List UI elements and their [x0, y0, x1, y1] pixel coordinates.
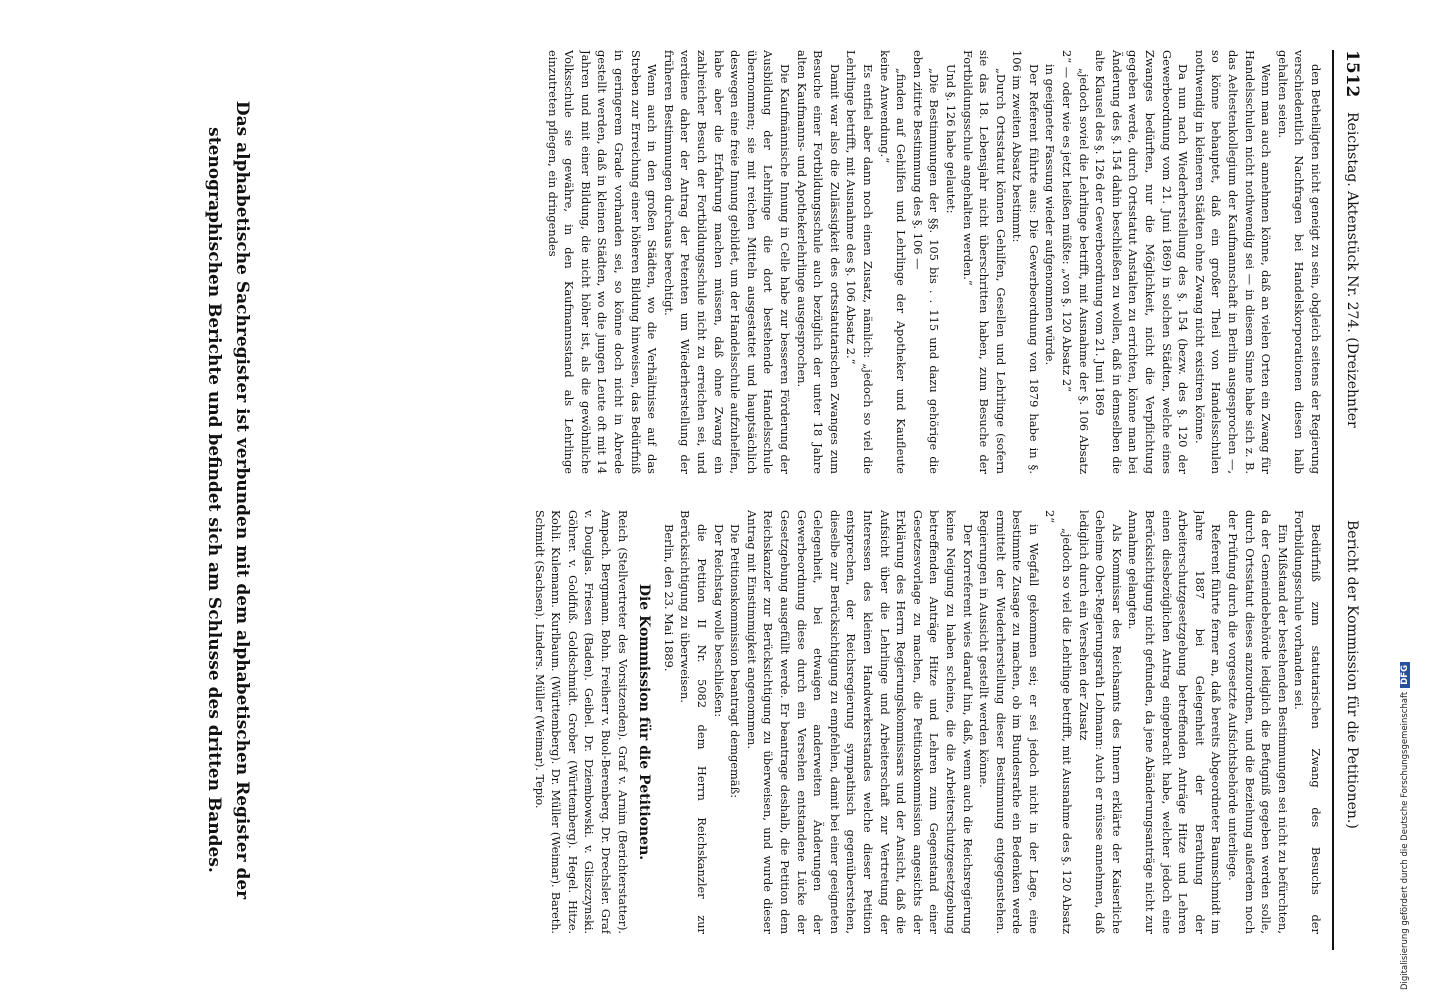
- commission-members: Reich (Stellvertreter des Vorsitzenden). Graf v. Arnim (Berichterstatter). Ampach. Bergmann. Bohn. Freiherr v. Buol-Berenberg. Dr. Drechsler. Graf v. Douglas. Friesen (Baden). Geibel. Dr. Dziembowski. v. Gliszczynski. Göhrer. v. Goldfuß. Goldschmidt. Grober (Württemberg). Hegel. Hitze. Kohli. Kulemann. Kurlbaum. (Württemberg). Dr. Müller (Weimar). Bareth. Schmidt (Sachsen). Linders. Müller (Weimar). Tepio.: [532, 510, 629, 934]
- left-text-column: [264, 50, 1324, 474]
- paragraph: Bedürfniß zum statutarischen Zwang des Besuchs der Fortbildungsschule vorhanden sei.: [1292, 510, 1323, 934]
- paragraph: Und §. 126 habe gelautet:: [943, 64, 958, 214]
- paragraph: Die Kaufmännische Innung in Celle habe zur besseren Förderung der Ausbildung der Lehrlinge die dort bestehende Handelsschule übernommen; sie mit reichen Mitteln ausgestattet und hauptsächlich deswegen eine freie Innung gebildet, um der Handelsschule aufzuhelfen, habe aber die Erfahrung machen müssen, daß ohne Zwang ein zahlreicher Besuch der Fortbildungsschule nicht zu erreichen sei, und verdiene daher der Antrag der Petenten um Wiederherstellung der früheren Bestimmungen durchaus berechtigt.: [661, 50, 792, 474]
- paragraph: Der Reichstag wolle beschließen:: [711, 524, 726, 718]
- paragraph: Berlin, den 23. Mai 1889.: [661, 524, 676, 672]
- paragraph: Es entfiel aber dann noch einen Zusatz, nämlich: „jedoch so viel die Lehrlinge betrifft, mit Ausnahme des §. 106 Absatz 2.“: [844, 50, 875, 474]
- paragraph: Ein Mißstand der bestehenden Bestimmungen sei nicht zu befürchten, da der Gemeindebehörde lediglich die Befugniß gegeben werden solle, durch Ortsstatut dieses anzuordnen, und die Beziehung außerdem noch der Prüfung durch die vorgesetzte Aufsichtsbehörde unterliege.: [1226, 510, 1290, 934]
- paragraph: „jedoch so viel die Lehrlinge betrifft, mit Ausnahme des §. 120 Absatz 2“: [1043, 510, 1075, 934]
- paragraph: Referent führte ferner an, daß bereits Abgeordneter Baumschmidt im Jahre 1887 bei Gelegenheit der Berathung der Arbeiterschutzgesetzgebung betreffenden Anträge Hitze und Lehren einen diesbezüglichen Antrag eingebracht habe, welcher jedoch eine Berücksichtigung nicht gefunden, da jene Abänderungsanträge nicht zur Annahme gelangten.: [1126, 510, 1224, 934]
- paragraph: Die Petitionskommission beantragt demgemäß:: [728, 524, 743, 799]
- paragraph: Der Korreferent wies darauf hin, daß, wenn auch die Reichsregierung keine Neigung zu haben scheine, die die Arbeiterschutzgesetzgebung betreffenden Anträge Hitze und Lehren zum Gegenstand einer Gesetzesvorlage zu machen, die Petitionskommission angesichts der Erklärung des Herrn Regierungskommissars und der Ansicht, daß die Aufsicht über die Lehrlinge und Arbeiterschaft zur Vertretung der Interessen des kleinen Handwerkerstandes welche dieser Petition entsprechen, der Reichsregierung sympathisch gegenüberstehen, dieselbe zur Berücksichtigung zu empfehlen, damit bei einer geeigneten Gelegenheit, bei etwaigen anderweiten Änderungen der Gewerbeordnung diese durch ein Versehen entstandene Lücke der Gesetzgebung ausgefüllt werde. Er beantrage deshalb, die Petition dem Reichskanzler zur Berücksichtigung zu überweisen, und wurde dieser Antrag mit Einstimmigkeit angenommen.: [744, 510, 975, 934]
- paragraph: „jedoch soviel die Lehrlinge betrifft, mit Ausnahme der §. 106 Absatz 2“ — oder wie es jetzt heißen müßte: „von §. 120 Absatz 2“: [1060, 50, 1091, 474]
- paragraph: Damit war also die Zulässigkeit des ortsstatutarischen Zwanges zum Besuche einer Fortbildungsschule auch bezüglich der unter 18 Jahre alten Kaufmanns- und Apothekerlehrlinge ausgesprochen.: [794, 50, 842, 474]
- page-header: [1332, 50, 1366, 950]
- page-number: 1512: [1342, 50, 1362, 98]
- paragraph: Der Referent führte aus: Die Gewerbeordnung von 1879 habe in §. 106 im zweiten Absatz bestimmt:: [1010, 50, 1041, 474]
- right-paragraphs: [660, 510, 1324, 934]
- paragraph: den Betheiligten nicht geneigt zu sein, obgleich seitens der Regierung verschiedentlich Nachfragen bei Handelskorporationen diesen halb gehalten seien.: [1275, 50, 1323, 474]
- commission-signature: Die Kommission für die Petitionen.: [636, 583, 653, 861]
- paragraph: „Die Bestimmungen der §§. 105 bis . . 115 und dazu gehörige die eben zitirte Bestimmung des §. 106 —: [910, 50, 942, 474]
- register-footer-note: Das alphabetische Sachregister ist verbunden mit dem alphabetischen Register der stenographischen Berichte und befindet sich am Schlusse des dritten Bandes.: [204, 100, 252, 900]
- paragraph: „finden auf Gehilfen und Lehrlinge der Apotheker und Kaufleute keine Anwendung.“: [877, 50, 909, 474]
- paragraph: Als Kommissar des Reichsamts des Innern erklärte der Kaiserliche Geheime Ober-Regierungsrath Lohmann: Auch er müsse annehmen, daß lediglich durch ein Versehen der Zusatz: [1076, 510, 1124, 934]
- digitization-credit: [1400, 662, 1410, 990]
- header-left-title: Reichstag. Aktenstück Nr. 274. (Dreizehnter: [1344, 112, 1360, 428]
- paragraph: in Wegfall gekommen sei; er sei jedoch nicht in der Lage, eine bestimmte Zusage zu machen, ob im Bundesrathe ein Bedenken werde ermittelt der Wiederherstellung dieser Bestimmung entgegenstehen. Regierungen in Aussicht gestellt werden könne.: [977, 510, 1041, 934]
- paragraph: die Petition II Nr. 5082 dem Herrn Reichskanzler zur Berücksichtigung zu überweisen.: [678, 510, 710, 934]
- paragraph: Wenn man auch annehmen könne, daß an vielen Orten ein Zwang für Handelsschulen nicht nothwendig sei — in diesem Sinne habe sich z. B. das Aeltestenkollegium der Kaufmannschaft in Berlin ausgesprochen —, so könne behauptet, daß ein großer Theil von Handelsschulen nothwendig in kleineren Städten ohne Zwang nicht existiren könne.: [1192, 50, 1274, 474]
- rotated-document-page: [66, 50, 1366, 950]
- paragraph: Wenn auch in den großen Städten, wo die Verhältnisse auf das Streben zur Erreichung einer höheren Bildung hinweisen, das Bedürfniß in geringerem Grade vorhanden sei, so könne doch nicht in Abrede gestellt werden, daß in kleinen Städten, wo die jungen Leute oft mit 14 Jahren und mit einer Bildung, die nicht höher ist, als die gewöhnliche Volksschule sie gewähre, in den Kaufmannsstand als Lehrlinge einzutreten pflegen, ein dringendes: [545, 50, 660, 474]
- paragraph: Da nun nach Wiederherstellung des §. 154 (bezw. des §. 120 der Gewerbeordnung vom 21. Juni 1869) in solchen Städten, welche eines Zwanges bedürften, nur die Möglichkeit, nicht die Verpflichtung gegeben werde, durch Ortsstatut Anstalten zu errichten, könne man bei Änderung des §. 154 dahin beschließen zu wollen, daß in demselben die alte Klausel des §. 126 der Gewerbeordnung vom 21. Juni 1869: [1093, 50, 1191, 474]
- dfg-logo: DFG: [1400, 662, 1410, 688]
- digitization-note: Digitalisierung gefördert durch die Deutsche Forschungsgemeinschaft: [1400, 691, 1410, 990]
- header-right-title: Bericht der Kommission für die Petitionen.): [1344, 520, 1360, 829]
- right-text-column: [264, 510, 1324, 934]
- paragraph: „Durch Ortsstatut können Gehilfen, Gesellen und Lehrlinge (sofern sie das 18. Lebensjahr nicht überschritten haben, zum Besuche der Fortbildungsschule angehalten werden.“: [960, 50, 1008, 474]
- paragraph: in geeigneter Fassung wieder aufgenommen würde.: [1043, 64, 1058, 366]
